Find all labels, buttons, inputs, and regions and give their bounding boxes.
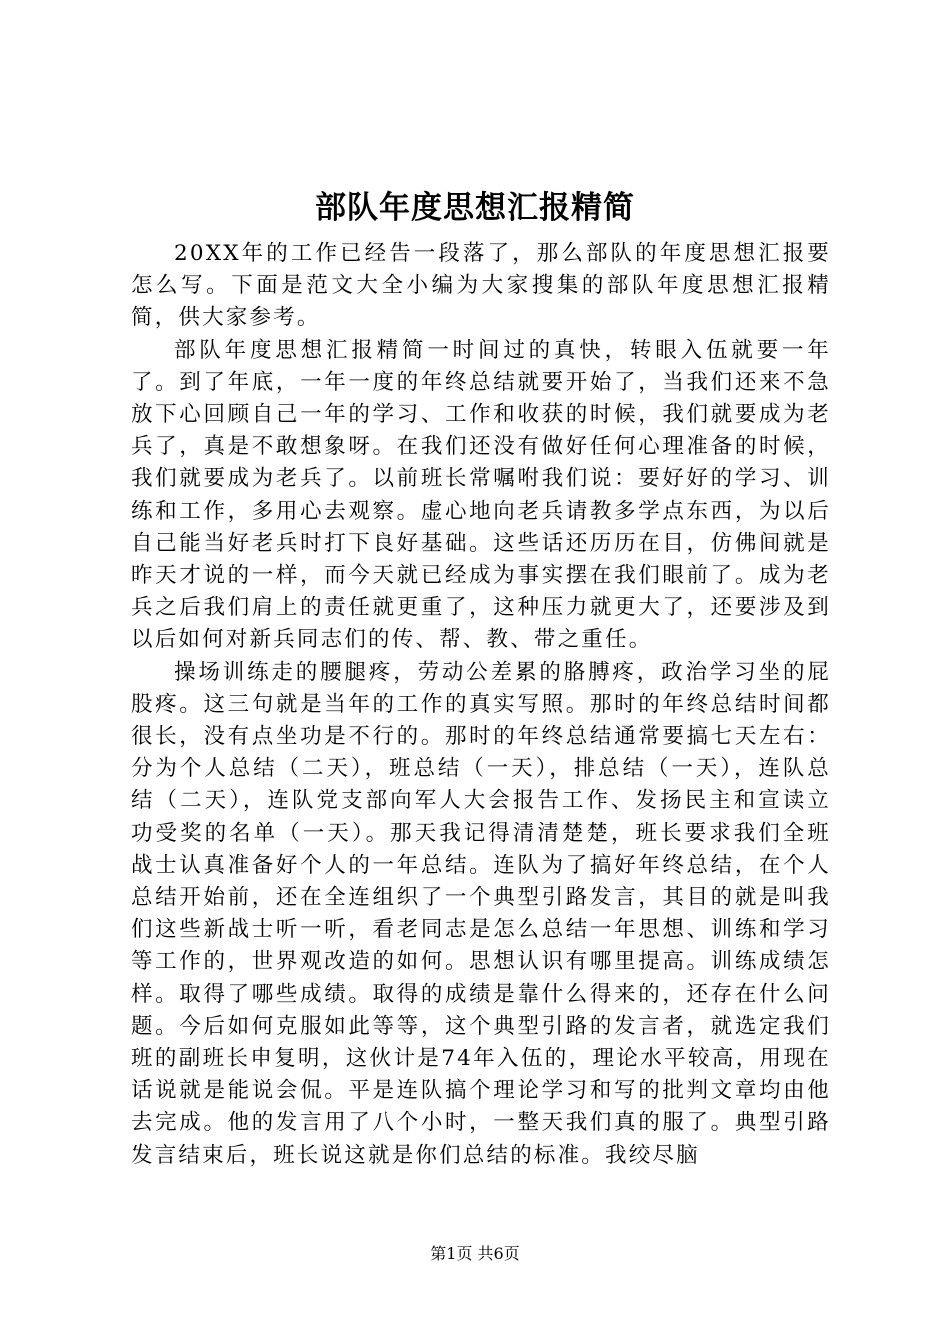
page-number-footer: 第1页 共6页 <box>430 1244 520 1263</box>
paragraph-intro: 20XX年的工作已经告一段落了，那么部队的年度思想汇报要怎么写。下面是范文大全小编为大家搜集的部队年度思想汇报精简，供大家参考。 <box>131 241 831 331</box>
paragraph-body-2: 操场训练走的腰腿疼，劳动公差累的胳膊疼，政治学习坐的屁股疼。这三句就是当年的工作的真实写照。那时的年终总结时间都很长，没有点坐功是不行的。那时的年终总结通常要搞七天左右：分为个人总结（二天），班总结（一天），排总结（一天），连队总结（二天），连队党支部向军人大会报告工作、发扬民主和宣读立功受奖的名单（一天）。那天我记得清清楚楚，班长要求我们全班战士认真准备好个人的一年总结。连队为了搞好年终总结，在个人总结开始前，还在全连组织了一个典型引路发言，其目的就是叫我们这些新战士听一听，看老同志是怎么总结一年思想、训练和学习等工作的，世界观改造的如何。思想认识有哪里提高。训练成绩怎样。取得了哪些成绩。取得的成绩是靠什么得来的，还存在什么问题。今后如何克服如此等等，这个典型引路的发言者，就选定我们班的副班长申复明，这伙计是74年入伍的，理论水平较高，用现在话说就是能说会侃。平是连队搞个理论学习和写的批判文章均由他去完成。他的发言用了八个小时，一整天我们真的服了。典型引路发言结束后，班长说这就是你们总结的标准。我绞尽脑 <box>131 659 831 1168</box>
document-title: 部队年度思想汇报精简 <box>315 190 635 226</box>
paragraph-body-1: 部队年度思想汇报精简一时间过的真快，转眼入伍就要一年了。到了年底，一年一度的年终总结就要开始了，当我们还来不急放下心回顾自己一年的学习、工作和收获的时候，我们就要成为老兵了，真是不敢想象呀。在我们还没有做好任何心理准备的时候，我们就要成为老兵了。以前班长常嘱咐我们说：要好好的学习、训练和工作，多用心去观察。虚心地向老兵请教多学点东西，为以后自己能当好老兵时打下良好基础。这些话还历历在目，仿佛间就是昨天才说的一样，而今天就已经成为事实摆在我们眼前了。成为老兵之后我们肩上的责任就更重了，这种压力就更大了，还要涉及到以后如何对新兵同志们的传、帮、教、带之重任。 <box>131 337 831 653</box>
document-body <box>131 238 831 1172</box>
